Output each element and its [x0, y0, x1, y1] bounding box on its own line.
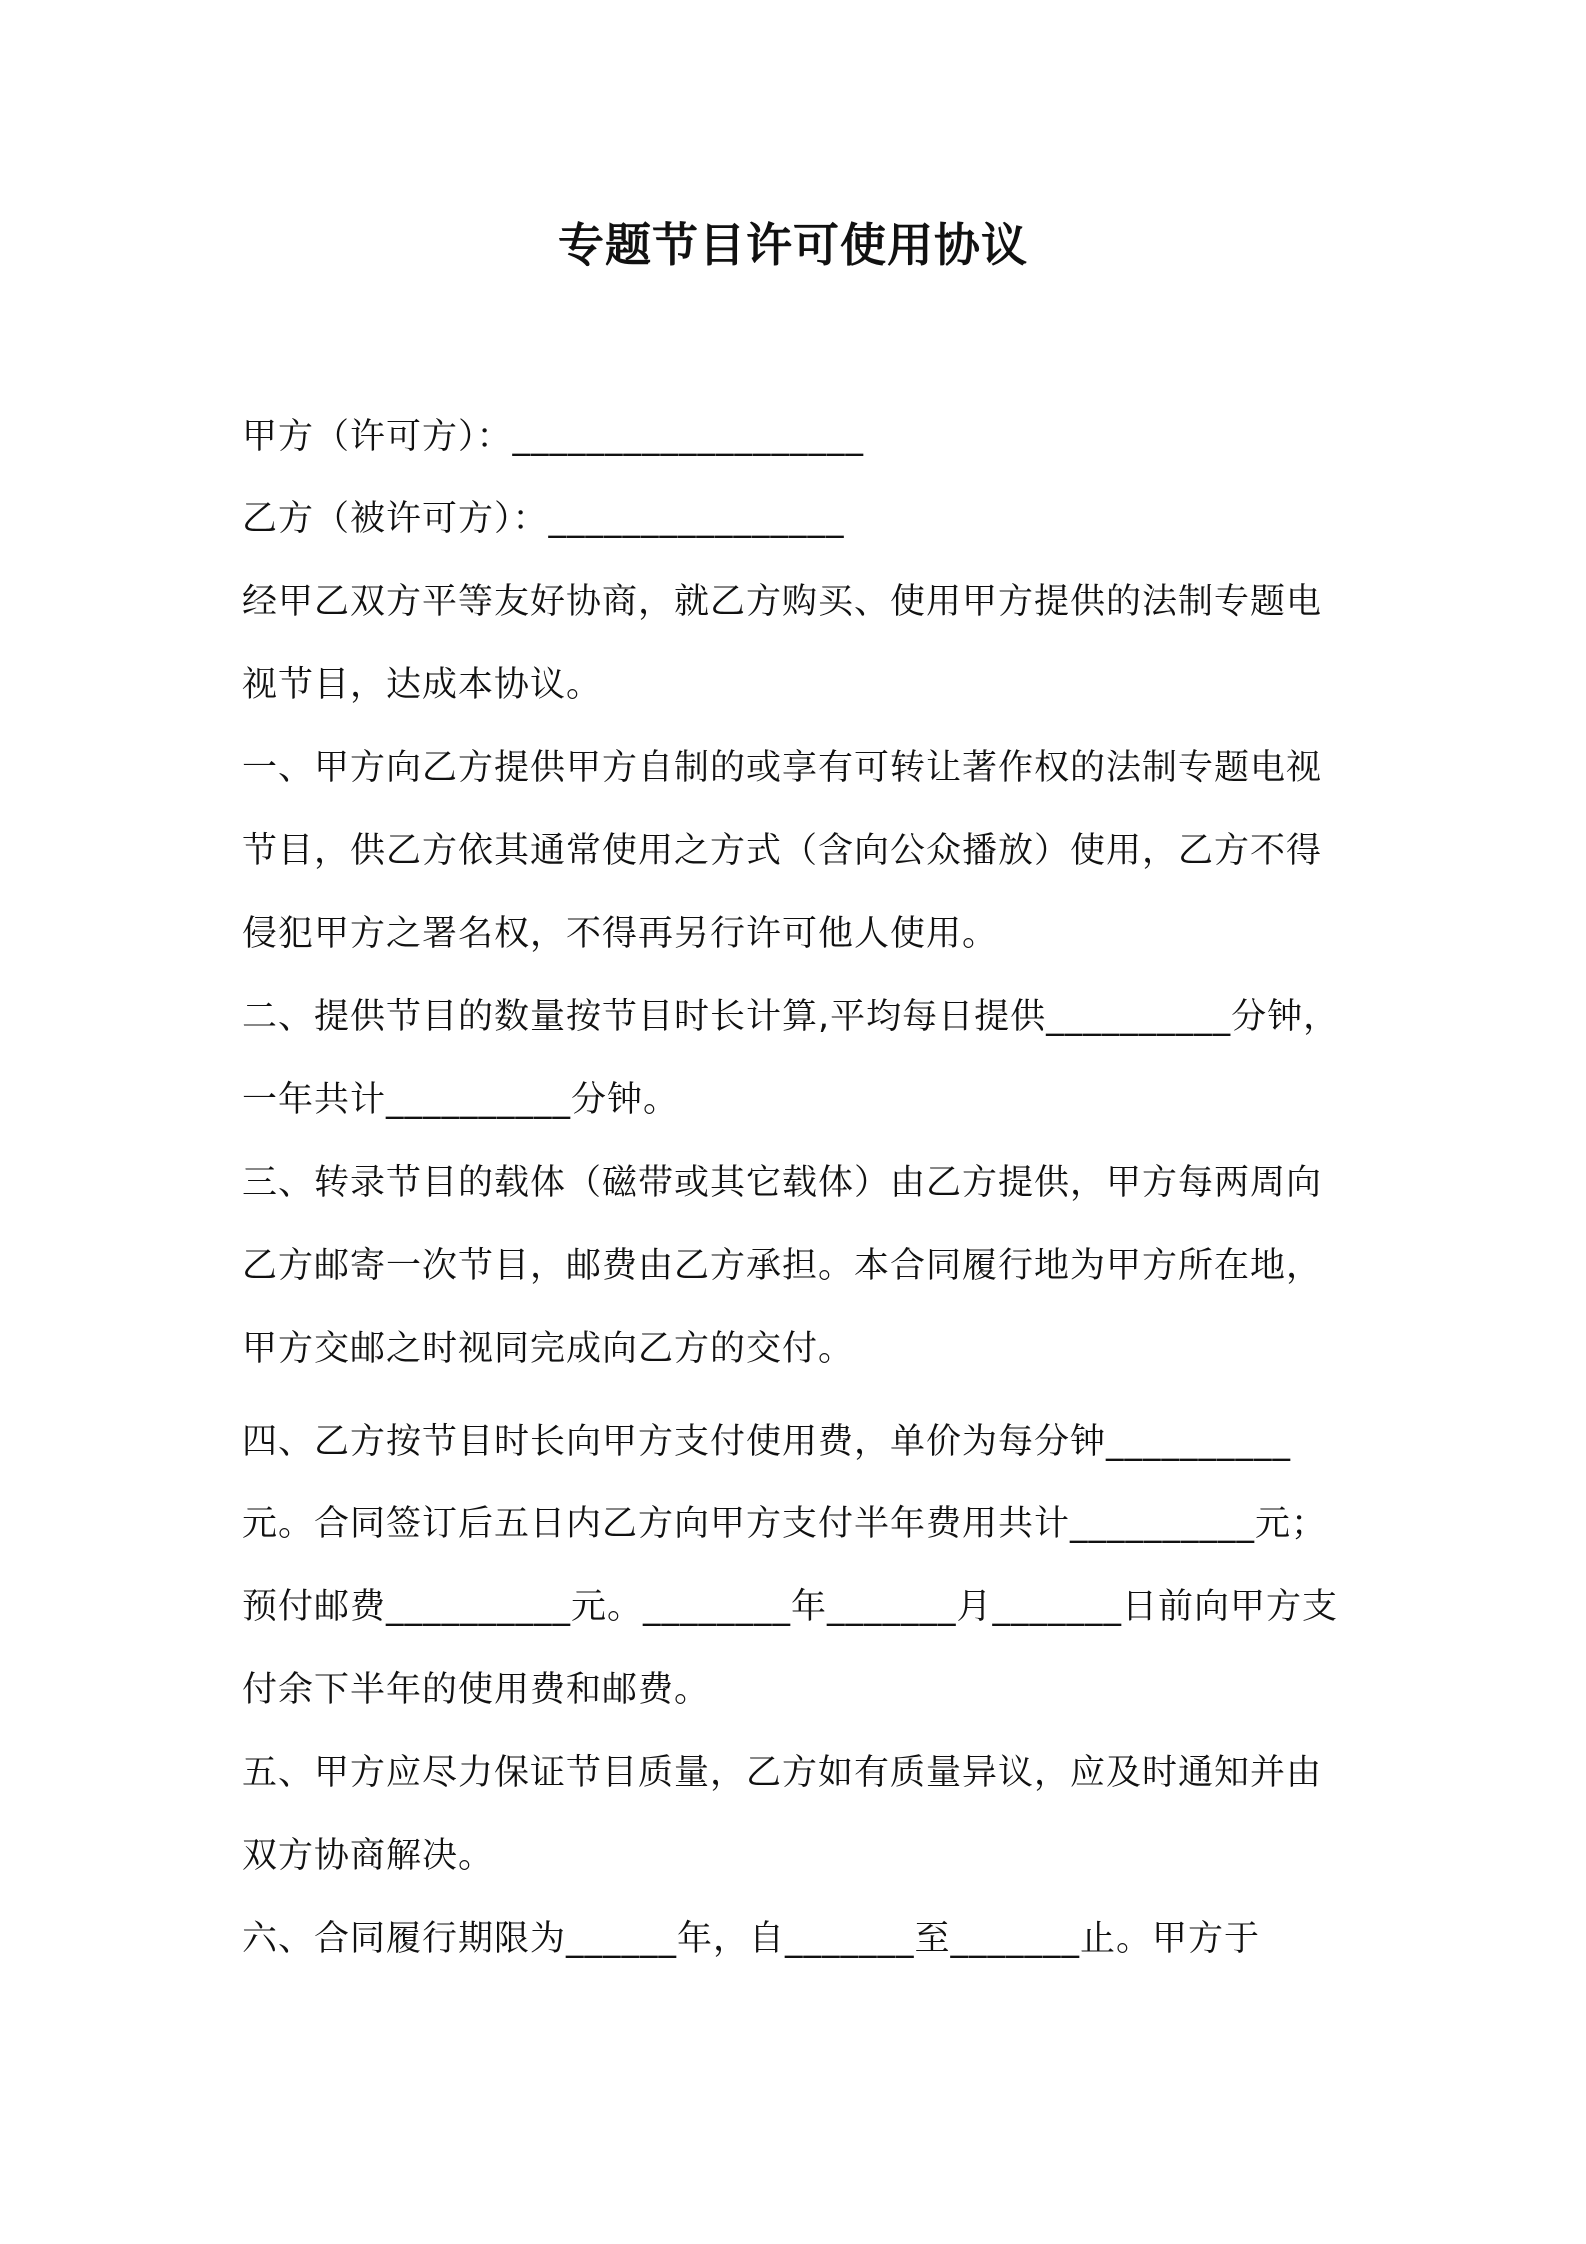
- clause-1-line-3: 侵犯甲方之署名权，不得再另行许可他人使用。: [242, 914, 999, 954]
- preamble-line-2: 视节目，达成本协议。: [242, 665, 603, 705]
- clause-4-line-1: 四、乙方按节目时长向甲方支付使用费，单价为每分钟__________: [242, 1422, 1292, 1462]
- clause-1-line-1: 一、甲方向乙方提供甲方自制的或享有可转让著作权的法制专题电视: [242, 748, 1323, 788]
- party-a-line: 甲方（许可方）：___________________: [242, 417, 865, 457]
- clause-5-line-2: 双方协商解决。: [242, 1836, 495, 1876]
- clause-6-line-1: 六、合同履行期限为______年，自_______至_______止。甲方于: [242, 1919, 1261, 1959]
- preamble-line-1: 经甲乙双方平等友好协商，就乙方购买、使用甲方提供的法制专题电: [242, 582, 1323, 622]
- clause-4-line-3: 预付邮费__________元。________年_______月_______日前向甲方支: [242, 1587, 1339, 1627]
- clause-3-line-2: 乙方邮寄一次节目，邮费由乙方承担。本合同履行地为甲方所在地，: [242, 1246, 1323, 1286]
- clause-3-line-1: 三、转录节目的载体（磁带或其它载体）由乙方提供，甲方每两周向: [242, 1163, 1323, 1203]
- clause-4-line-2: 元。合同签订后五日内乙方向甲方支付半年费用共计__________元；: [242, 1504, 1328, 1544]
- clause-4-line-4: 付余下半年的使用费和邮费。: [242, 1670, 711, 1710]
- party-b-line: 乙方（被许可方）：________________: [242, 499, 845, 539]
- clause-1-line-2: 节目，供乙方依其通常使用之方式（含向公众播放）使用，乙方不得: [242, 831, 1323, 871]
- clause-3-line-3: 甲方交邮之时视同完成向乙方的交付。: [242, 1329, 855, 1369]
- clause-2-line-2: 一年共计__________分钟。: [242, 1080, 680, 1120]
- clause-2-line-1: 二、提供节目的数量按节目时长计算,平均每日提供__________分钟，: [242, 997, 1340, 1037]
- clause-5-line-1: 五、甲方应尽力保证节目质量，乙方如有质量异议，应及时通知并由: [242, 1753, 1323, 1793]
- document-title: 专题节目许可使用协议: [558, 218, 1028, 272]
